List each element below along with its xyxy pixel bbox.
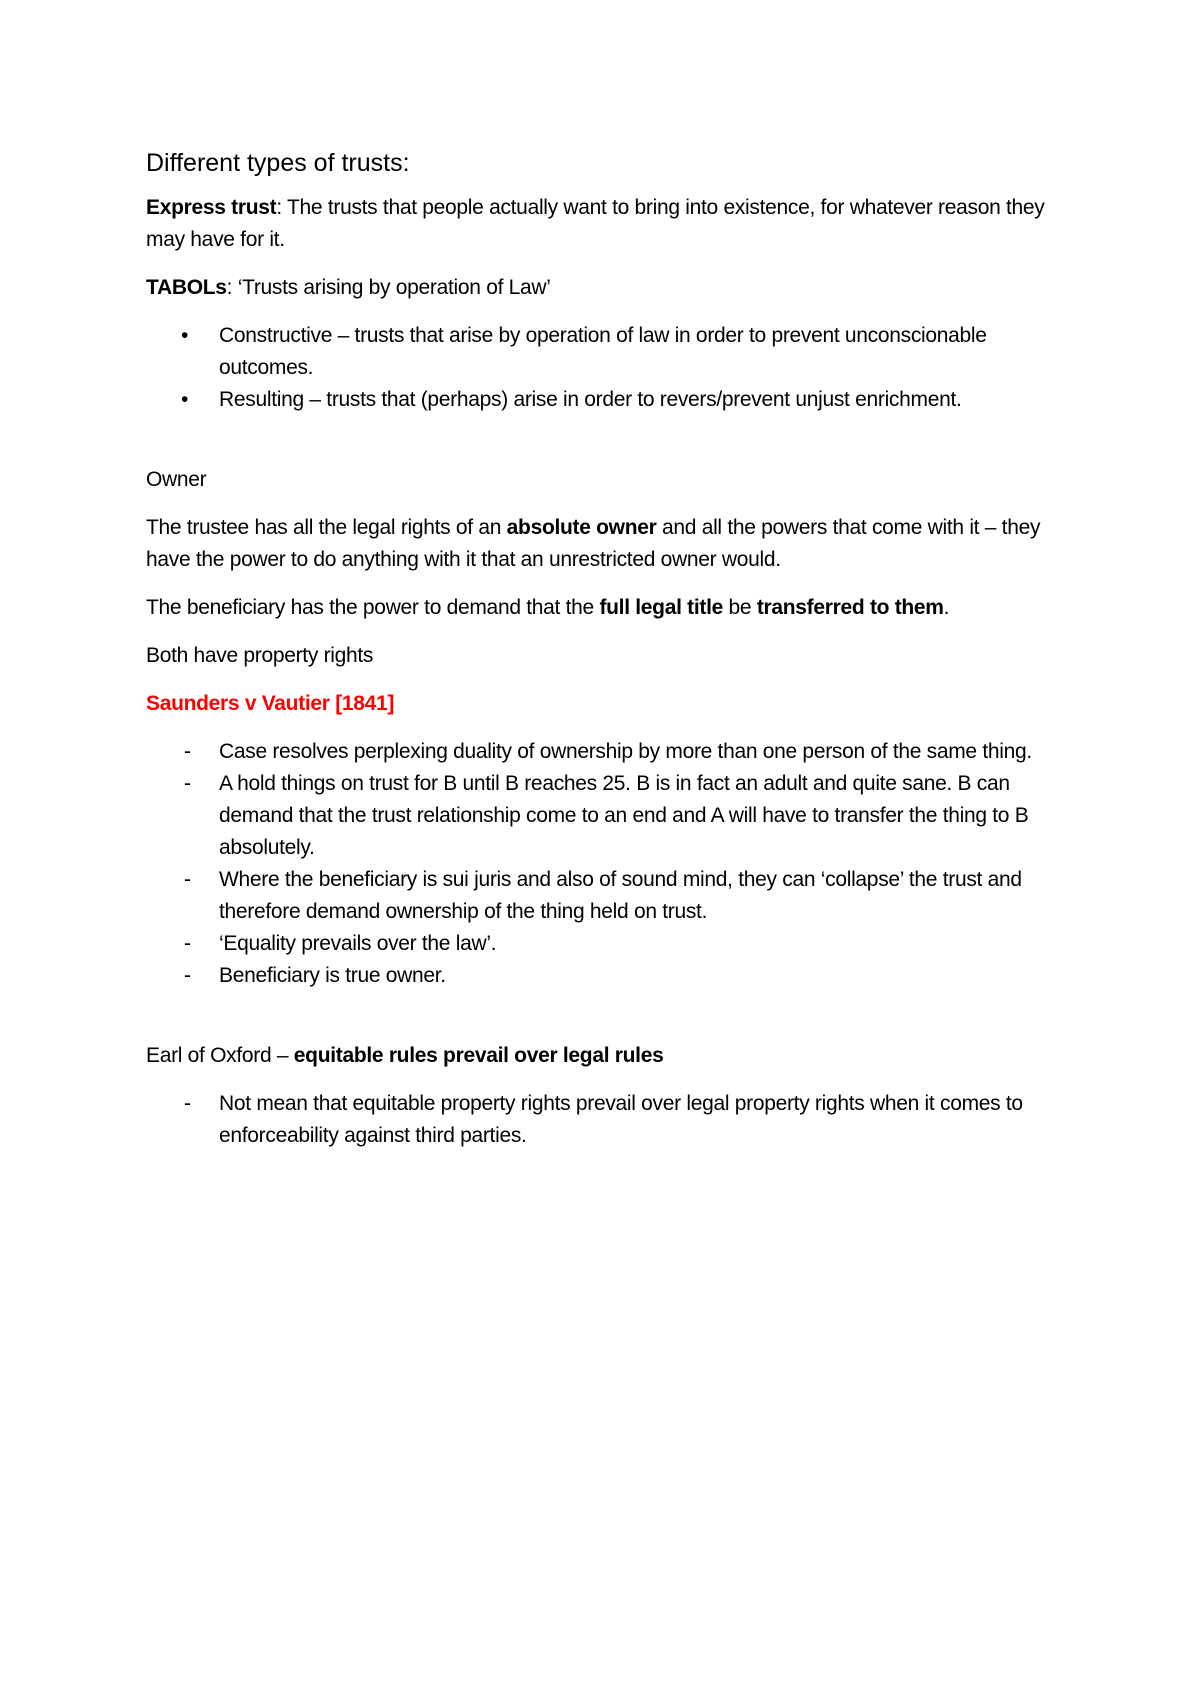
- document-body: [146, 146, 1086, 1168]
- dash-marker: -: [184, 964, 191, 987]
- beneficiary-text-mid: be: [723, 596, 757, 619]
- tabols-text: : ‘Trusts arising by operation of Law’: [226, 276, 551, 299]
- trustee-paragraph: [146, 512, 1086, 576]
- list-item: [146, 1088, 1086, 1152]
- list-item-text: ‘Equality prevails over the law’.: [219, 932, 497, 955]
- dash-marker: -: [184, 772, 191, 795]
- express-trust-paragraph: [146, 192, 1086, 256]
- express-trust-text: : The trusts that people actually want to bring into existence, for whatever reason they may have for it.: [146, 196, 1045, 251]
- both-rights-paragraph: Both have property rights: [146, 644, 374, 667]
- earl-points-list: [146, 1088, 1086, 1152]
- list-item-text: Where the beneficiary is sui juris and also of sound mind, they can ‘collapse’ the trust and therefore demand ownership of the thing held on trust.: [219, 868, 1022, 923]
- tabols-paragraph: [146, 272, 1086, 304]
- trustee-bold: absolute owner: [506, 516, 657, 539]
- list-item-text: A hold things on trust for B until B reaches 25. B is in fact an adult and quite sane. B can demand that the trust relationship come to an end and A will have to transfer the thing to B absolutely.: [219, 772, 1029, 859]
- tabols-bullet-list: [146, 320, 1086, 416]
- page-title: Different types of trusts:: [146, 149, 410, 177]
- beneficiary-text-post: .: [943, 596, 950, 619]
- owner-heading: Owner: [146, 468, 207, 491]
- list-item-text: Resulting – trusts that (perhaps) arise in order to revers/prevent unjust enrichment.: [219, 388, 962, 411]
- earl-bold: equitable rules prevail over legal rules: [293, 1044, 664, 1067]
- list-item: [146, 736, 1086, 768]
- beneficiary-paragraph: [146, 592, 1086, 624]
- list-item: [146, 320, 1086, 384]
- list-item: [146, 768, 1086, 864]
- express-trust-label: Express trust: [146, 196, 277, 219]
- list-item: [146, 384, 1086, 416]
- beneficiary-bold-transfer: transferred to them: [756, 596, 944, 619]
- list-item: [146, 928, 1086, 960]
- case-points-list: [146, 736, 1086, 992]
- dash-marker: -: [184, 740, 191, 763]
- dash-marker: -: [184, 1092, 191, 1115]
- dash-marker: -: [184, 868, 191, 891]
- list-item-text: Not mean that equitable property rights prevail over legal property rights when it comes to enforceability against third parties.: [219, 1092, 1023, 1147]
- list-item: [146, 864, 1086, 928]
- spacer: [146, 1008, 1086, 1040]
- beneficiary-text-pre: The beneficiary has the power to demand that the: [146, 596, 600, 619]
- list-item-text: Case resolves perplexing duality of ownership by more than one person of the same thing.: [219, 740, 1032, 763]
- case-title: Saunders v Vautier [1841]: [146, 692, 395, 715]
- beneficiary-bold-title: full legal title: [599, 596, 723, 619]
- dash-marker: -: [184, 932, 191, 955]
- trustee-text-post: and all the powers that come with it – they have the power to do anything with it that an unrestricted owner would.: [146, 516, 1041, 571]
- spacer: [146, 432, 1086, 464]
- list-item-text: Constructive – trusts that arise by operation of law in order to prevent unconscionable outcomes.: [219, 324, 987, 379]
- list-item-text: Beneficiary is true owner.: [219, 964, 446, 987]
- trustee-text-pre: The trustee has all the legal rights of an: [146, 516, 507, 539]
- earl-of-oxford-paragraph: [146, 1040, 1086, 1072]
- bullet-marker: •: [181, 388, 189, 411]
- tabols-label: TABOLs: [146, 276, 227, 299]
- bullet-marker: •: [181, 324, 189, 347]
- list-item: [146, 960, 1086, 992]
- earl-text-pre: Earl of Oxford –: [146, 1044, 294, 1067]
